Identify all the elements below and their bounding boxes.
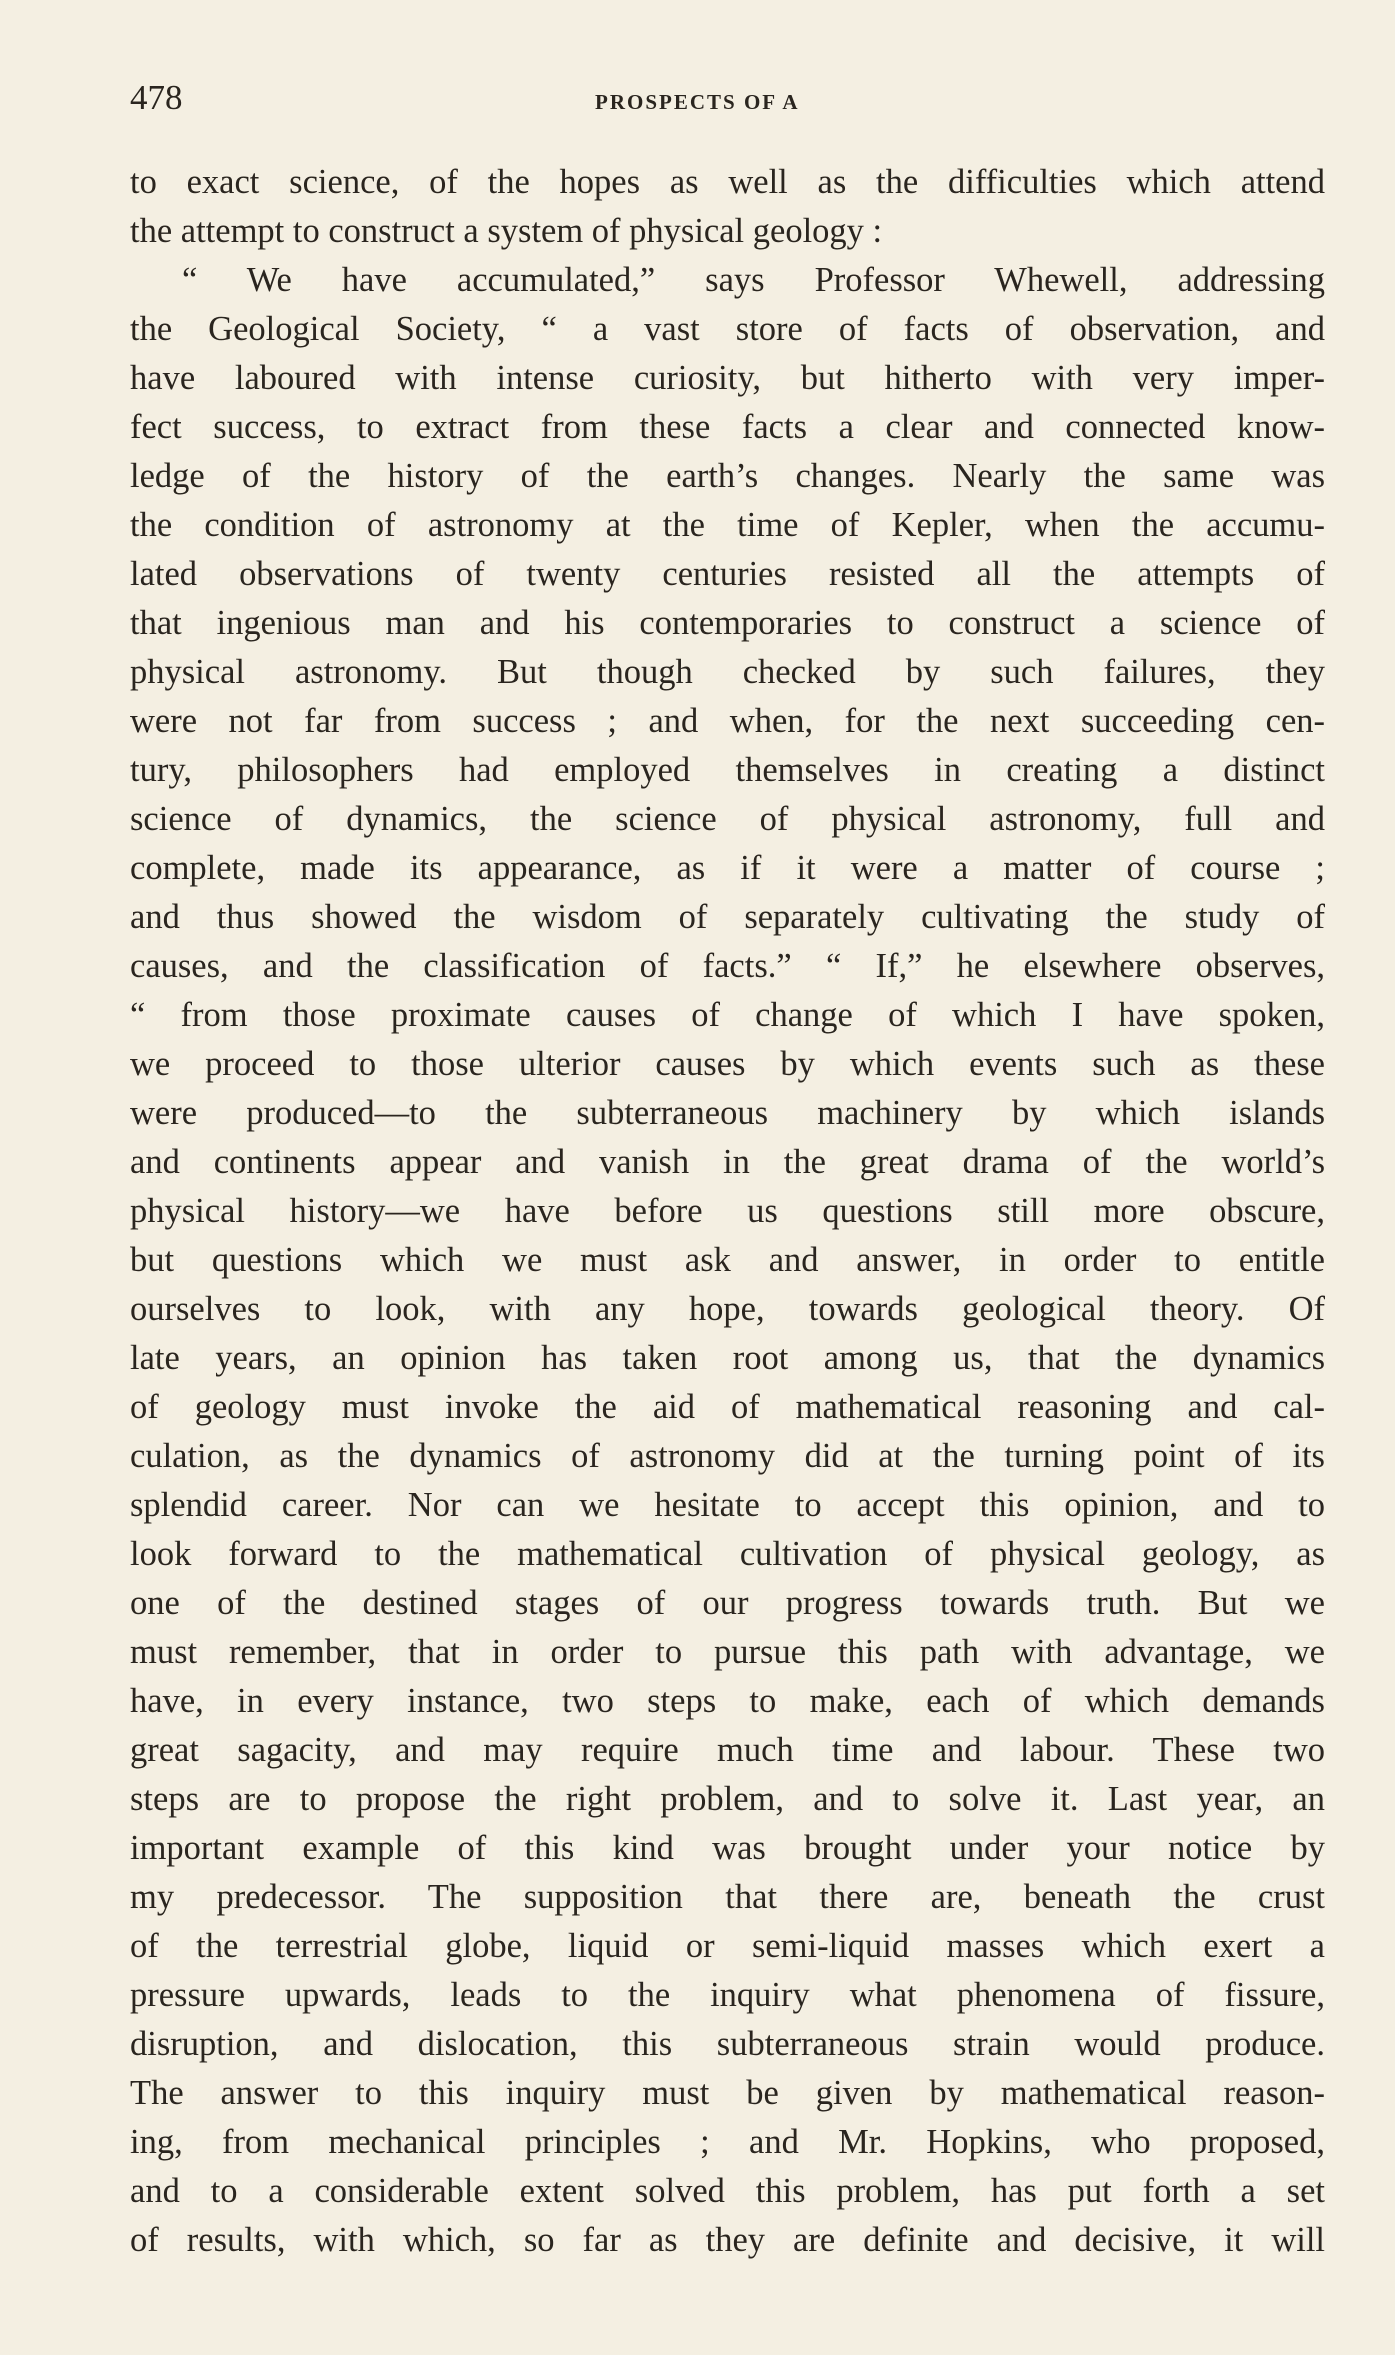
text-line: ourselves to look, with any hope, towards geological theory. Of <box>130 1290 1325 1328</box>
text-line: important example of this kind was brought under your notice by <box>130 1829 1325 1867</box>
text-line: ing, from mechanical principles ; and Mr. Hopkins, who proposed, <box>130 2123 1325 2161</box>
running-title: PROSPECTS OF A <box>595 90 800 114</box>
text-line: look forward to the mathematical cultivation of physical geology, as <box>130 1535 1325 1573</box>
text-line: but questions which we must ask and answer, in order to entitle <box>130 1241 1325 1279</box>
text-line: one of the destined stages of our progress towards truth. But we <box>130 1584 1325 1622</box>
text-line: fect success, to extract from these facts a clear and connected know- <box>130 408 1325 446</box>
body-text <box>130 158 1325 2265</box>
text-line: and thus showed the wisdom of separately cultivating the study of <box>130 898 1325 936</box>
text-line: complete, made its appearance, as if it were a matter of course ; <box>130 849 1325 887</box>
text-line: disruption, and dislocation, this subterraneous strain would produce. <box>130 2025 1325 2063</box>
text-line: splendid career. Nor can we hesitate to accept this opinion, and to <box>130 1486 1325 1524</box>
text-line: “ from those proximate causes of change of which I have spoken, <box>130 996 1325 1034</box>
text-line: causes, and the classification of facts.” “ If,” he elsewhere observes, <box>130 947 1325 985</box>
text-line: physical history—we have before us questions still more obscure, <box>130 1192 1325 1230</box>
text-line: culation, as the dynamics of astronomy did at the turning point of its <box>130 1437 1325 1475</box>
text-line: of the terrestrial globe, liquid or semi-liquid masses which exert a <box>130 1927 1325 1965</box>
text-line: of results, with which, so far as they are definite and decisive, it will <box>130 2221 1325 2259</box>
text-line: to exact science, of the hopes as well as the difficulties which attend <box>130 163 1325 201</box>
text-line: must remember, that in order to pursue this path with advantage, we <box>130 1633 1325 1671</box>
text-line: the attempt to construct a system of physical geology : <box>130 212 883 250</box>
text-line: steps are to propose the right problem, and to solve it. Last year, an <box>130 1780 1325 1818</box>
text-line: late years, an opinion has taken root among us, that the dynamics <box>130 1339 1325 1377</box>
page-number: 478 <box>130 78 183 117</box>
text-line: great sagacity, and may require much time and labour. These two <box>130 1731 1325 1769</box>
text-line: have laboured with intense curiosity, but hitherto with very imper- <box>130 359 1325 397</box>
text-line: ledge of the history of the earth’s changes. Nearly the same was <box>130 457 1325 495</box>
text-line: and continents appear and vanish in the great drama of the world’s <box>130 1143 1325 1181</box>
text-line: physical astronomy. But though checked by such failures, they <box>130 653 1325 691</box>
text-line: lated observations of twenty centuries resisted all the attempts of <box>130 555 1325 593</box>
text-line: the Geological Society, “ a vast store of facts of observation, and <box>130 310 1325 348</box>
text-line: have, in every instance, two steps to make, each of which demands <box>130 1682 1325 1720</box>
text-line: “ We have accumulated,” says Professor Whewell, addressing <box>182 261 1325 299</box>
text-line: and to a considerable extent solved this problem, has put forth a set <box>130 2172 1325 2210</box>
text-line: science of dynamics, the science of physical astronomy, full and <box>130 800 1325 838</box>
text-line: we proceed to those ulterior causes by which events such as these <box>130 1045 1325 1083</box>
text-line: were produced—to the subterraneous machinery by which islands <box>130 1094 1325 1132</box>
text-line: were not far from success ; and when, for the next succeeding cen- <box>130 702 1325 740</box>
text-line: that ingenious man and his contemporaries to construct a science of <box>130 604 1325 642</box>
text-line: the condition of astronomy at the time of Kepler, when the accumu- <box>130 506 1325 544</box>
text-line: my predecessor. The supposition that there are, beneath the crust <box>130 1878 1325 1916</box>
text-line: tury, philosophers had employed themselves in creating a distinct <box>130 751 1325 789</box>
page-header <box>130 78 1325 122</box>
text-line: pressure upwards, leads to the inquiry what phenomena of fissure, <box>130 1976 1325 2014</box>
text-line: The answer to this inquiry must be given by mathematical reason- <box>130 2074 1325 2112</box>
text-line: of geology must invoke the aid of mathematical reasoning and cal- <box>130 1388 1325 1426</box>
